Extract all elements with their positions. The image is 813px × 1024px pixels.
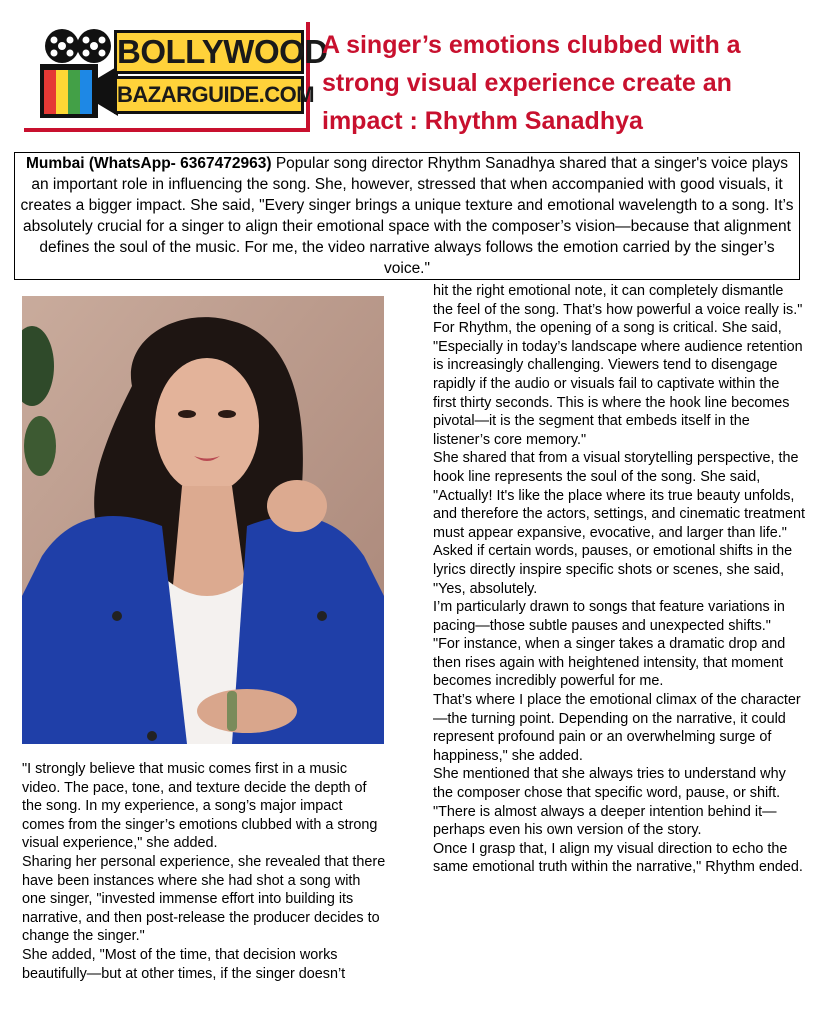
paragraph: Once I grasp that, I align my visual direction to echo the same emotional truth within the narrative," Rhythm ended. <box>433 840 803 876</box>
article-intro <box>14 152 800 280</box>
paragraph: "I strongly believe that music comes first in a music video. The pace, tone, and texture decide the depth of the song. In my experience, a song’s major impact comes from the singer’s emotions clubbed with a strong visual experience," she added. <box>22 761 378 852</box>
paragraph: For Rhythm, the opening of a song is critical. She said, "Especially in today’s landscape where audience retention is increasingly challenging. Viewers tend to disengage rapidly if the audio or visuals fail to captivate within the first thirty seconds. This is where the hook line becomes pivotal—it is the segment that embeds itself in the listener’s core memory." <box>433 320 803 448</box>
paragraph: hit the right emotional note, it can completely dismantle the feel of the song. That’s how powerful a voice really is." <box>433 283 803 318</box>
paragraph: She added, "Most of the time, that decision works beautifully—but at other times, if the singer doesn’t <box>22 946 346 982</box>
paragraph: Asked if certain words, pauses, or emotional shifts in the lyrics directly inspire specific shots or scenes, she said, "Yes, absolutely. <box>433 543 793 597</box>
logo-wordmark-bottom: BAZARGUIDE.COM <box>114 76 304 114</box>
article-column-left <box>22 760 388 983</box>
paragraph: "For instance, when a singer takes a dramatic drop and then rises again with heightened intensity, that moment becomes incredibly powerful for me. <box>433 636 786 690</box>
paragraph: I’m particularly drawn to songs that feature variations in pacing—those subtle pauses and unexpected shifts." <box>433 599 785 634</box>
paragraph: Sharing her personal experience, she revealed that there have been instances where she had shot a song with one singer, "invested immense effort into building its narrative, and then post-release the producer decides to change the singer." <box>22 853 386 945</box>
paragraph: She mentioned that she always tries to understand why the composer chose that specific word, pause, or shift. "There is almost always a deeper intention behind it—perhaps even his own version of the story. <box>433 766 786 839</box>
article-headline: A singer’s emotions clubbed with a strong visual experience create an impact : Rhythm Sanadhya <box>322 31 741 135</box>
portrait-illustration <box>22 296 384 744</box>
article-column-right <box>433 282 805 877</box>
paragraph: She shared that from a visual storytelling perspective, the hook line represents the soul of the song. She said, "Actually! It's like the place where its true beauty unfolds, and therefore the actors, settings, and cinematic treatment must appear expansive, evocative, and larger than life." <box>433 450 805 541</box>
site-logo[interactable] <box>24 22 328 132</box>
intro-text: Popular song director Rhythm Sanadhya shared that a singer's voice plays an important role in influencing the song. She, however, stressed that when accompanied with good visuals, it creates a bigger impact. She said, "Every singer brings a unique texture and emotional wavelength to a song. It’s absolutely crucial for a singer to align their emotional space with the composer’s vision—because that alignment defines the soul of the music. For me, the video narrative always follows the emotion carried by the singer’s voice." <box>20 155 794 277</box>
dateline: Mumbai (WhatsApp- 6367472963) <box>26 155 272 172</box>
logo-wordmark-top: BOLLYWOOD <box>114 30 304 74</box>
paragraph: That’s where I place the emotional climax of the character—the turning point. Depending on the narrative, it could represent profound pain or an overwhelming surge of happiness," she added. <box>433 692 801 764</box>
film-camera-icon <box>34 26 122 122</box>
portrait-photo <box>22 296 384 744</box>
